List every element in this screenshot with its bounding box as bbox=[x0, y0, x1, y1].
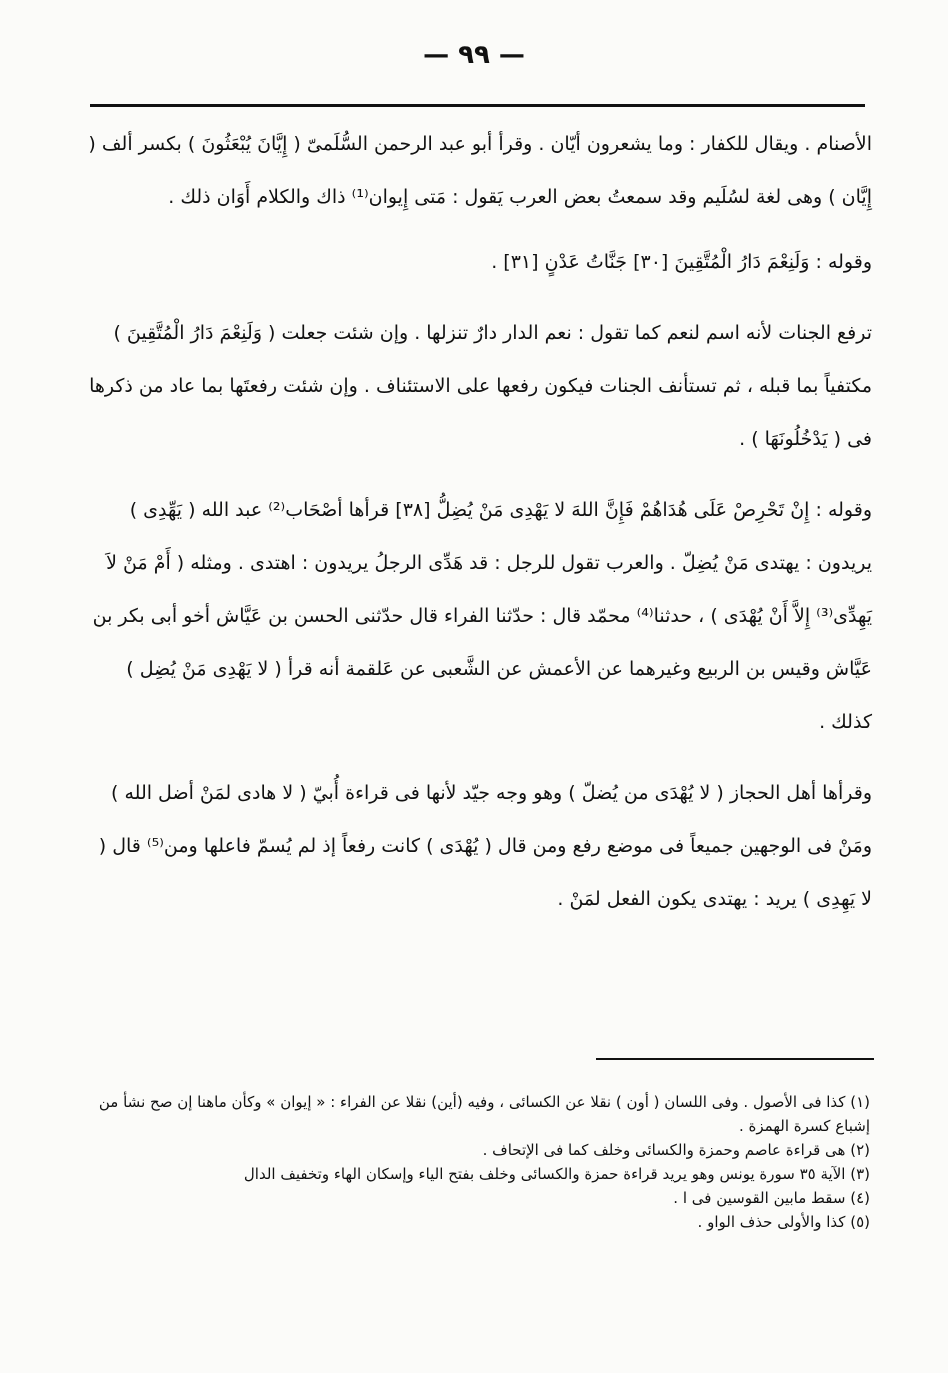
paragraph-3: ترفع الجنات لأنه اسم لنعم كما تقول : نعم الدار دارٌ تنزلها . وإن شئت جعلت ( وَلَنِعْمَ دَارُ الْمُتَّقِينَ ) مكتفياً بما قبله ، ثم تستأنف الجنات فيكون رفعها على الاستئناف . وإن شئت رفعتَها بما عاد من ذكرها فى ( يَدْخُلُونَهَا ) . bbox=[89, 322, 872, 450]
footnote-4: (٤) سقط مابين القوسين فى ا . bbox=[673, 1189, 870, 1207]
footnote-2: (٢) هى قراءة عاصم وحمزة والكسائى وخلف كما فى الإتحاف . bbox=[482, 1141, 870, 1159]
footnote-3: (٣) الآية ٣٥ سورة يونس وهو يريد قراءة حمزة والكسائى وخلف بفتح الياء وإسكان الهاء وتخفيف الدال bbox=[243, 1165, 870, 1183]
paragraph-5: وقرأها أهل الحجاز ( لا يُهْدَى من يُضلّ ) وهو وجه جيّد لأنها فى قراءة أُبيّ ( لا هادى لمَنْ أضل الله ) ومَنْ فى الوجهين جميعاً فى موضع رفع ومن قال ( يُهْدَى ) كانت رفعاً إذ لم يُسمّ فاعلها ومن⁽⁵⁾ قال ( لا يَهِدِى ) يريد : يهتدى يكون الفعل لمَنْ . bbox=[98, 782, 872, 910]
page-number: — ٩٩ — bbox=[423, 40, 525, 70]
footnote-divider bbox=[596, 1058, 874, 1060]
header-rule bbox=[90, 104, 865, 107]
footnote-5: (٥) كذا والأولى حذف الواو . bbox=[697, 1213, 870, 1231]
main-text bbox=[82, 118, 872, 926]
paragraph-2: وقوله : وَلَنِعْمَ دَارُ الْمُتَّقِينَ [٣٠] جَنَّاتُ عَدْنٍ [٣١] . bbox=[491, 251, 872, 273]
footnote-1: (١) كذا فى الأصول . وفى اللسان ( أون ) نقلا عن الكسائى ، وفيه (أين) نقلا عن الفراء : « إيوان » وكأن ماهنا إن صح نشأ من إشباع كسرة الهمزة . bbox=[98, 1093, 870, 1135]
paragraph-4: وقوله : إِنْ تَحْرِصْ عَلَى هُدَاهُمْ فَإِنَّ اللهَ لا يَهْدِى مَنْ يُضِلُّ [٣٨] قرأها أصْحَاب⁽²⁾ عبد الله ( يَهِّدِى ) يريدون : يهتدى مَنْ يُضِلّ . والعرب تقول للرجل : قد هَدِّى الرجلُ يريدون : اهتدى . ومثله ( أَمْ مَنْ لاَ يَهِدِّى⁽³⁾ إِلاَّ أَنْ يُهْدَى ) ، حدثنا⁽⁴⁾ محمّد قال : حدّثنا الفراء قال حدّثنى الحسن بن عَيَّاش أخو أبى بكر بن عَيَّاش وقيس بن الربيع وغيرهما عن الأعمش عن الشَّعبى عن عَلقمة أنه قرأ ( لا يَهْدِى مَنْ يُضِل ) كذلك . bbox=[92, 499, 872, 733]
footnotes bbox=[90, 1090, 870, 1234]
paragraph-1: الأصنام . ويقال للكفار : وما يشعرون أيّان . وقرأ أبو عبد الرحمن السُّلَمىّ ( إِيَّانَ يُبْعَثُونَ ) بكسر ألف ( إِيَّان ) وهى لغة لسُلَيم وقد سمعتُ بعض العرب يَقول : مَتى إِيوان⁽¹⁾ ذاك والكلام أَوَان ذلك . bbox=[88, 133, 872, 208]
